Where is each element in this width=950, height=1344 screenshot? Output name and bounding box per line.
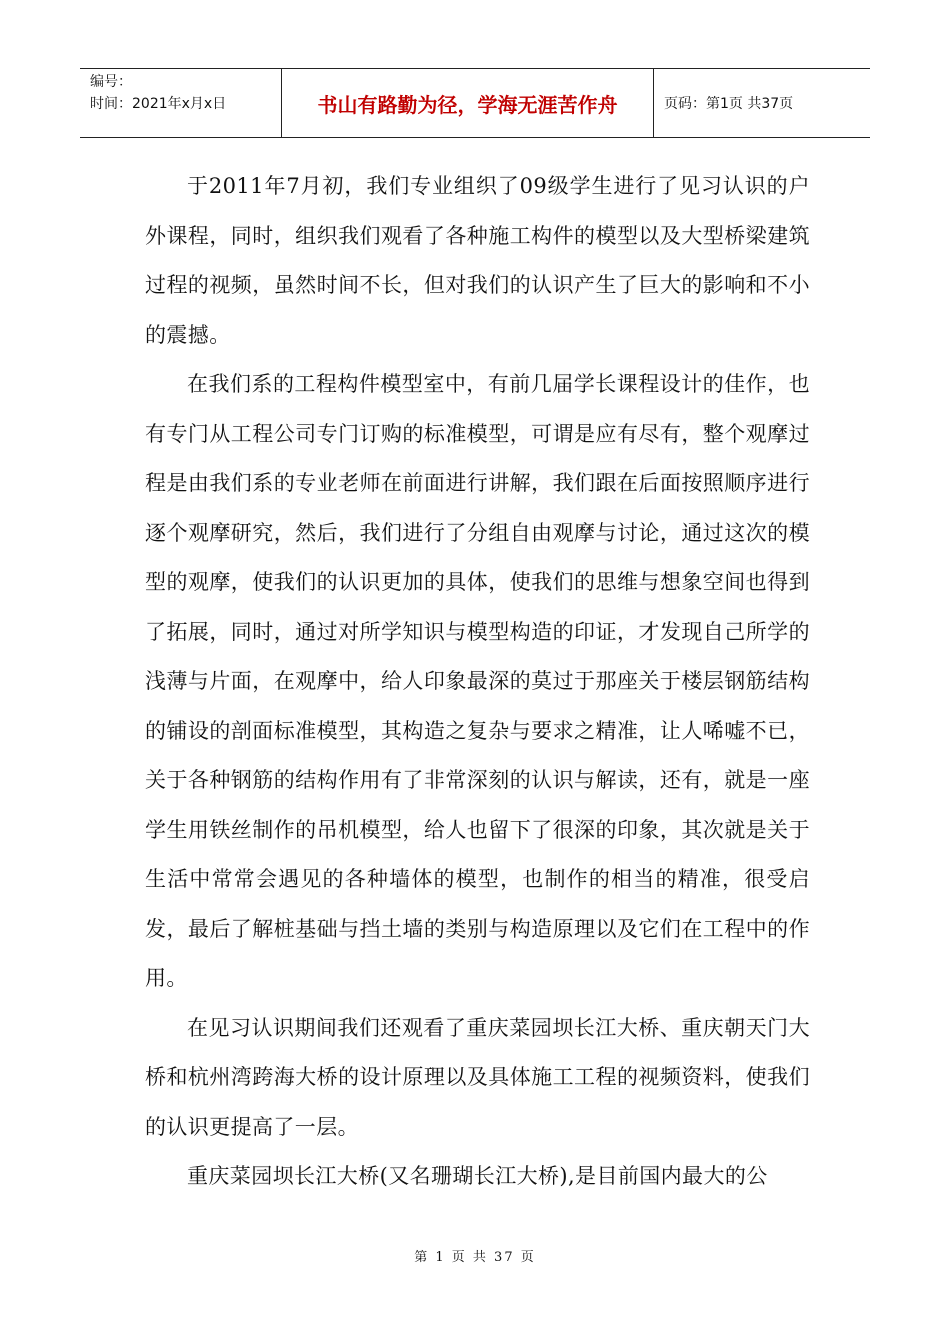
header-motto: 书山有路勤为径，学海无涯苦作舟: [282, 69, 654, 137]
header-meta: [80, 69, 282, 137]
paragraph: 在见习认识期间我们还观看了重庆菜园坝长江大桥、重庆朝天门大桥和杭州湾跨海大桥的设计原理以及具体施工工程的视频资料，使我们的认识更提高了一层。: [145, 1015, 810, 1139]
page-header: [80, 68, 870, 138]
paragraph: 重庆菜园坝长江大桥(又名珊瑚长江大桥),是目前国内最大的公: [187, 1164, 768, 1188]
paragraph: 于2011年7月初，我们专业组织了09级学生进行了见习认识的户外课程，同时，组织我们观看了各种施工构件的模型以及大型桥梁建筑过程的视频，虽然时间不长，但对我们的认识产生了巨大的影响和不小的震撼。: [145, 174, 810, 347]
time-label: 时间：2021年x月x日: [90, 96, 227, 112]
document-body: [145, 162, 810, 1202]
paragraph: 在我们系的工程构件模型室中，有前几届学长课程设计的佳作，也有专门从工程公司专门订购的标准模型，可谓是应有尽有，整个观摩过程是由我们系的专业老师在前面进行讲解，我们跟在后面按照顺序进行逐个观摩研究，然后，我们进行了分组自由观摩与讨论，通过这次的模型的观摩，使我们的认识更加的具体，使我们的思维与想象空间也得到了拓展，同时，通过对所学知识与模型构造的印证，才发现自己所学的浅薄与片面，在观摩中，给人印象最深的莫过于那座关于楼层钢筋结构的铺设的剖面标准模型，其构造之复杂与要求之精准，让人唏嘘不已，关于各种钢筋的结构作用有了非常深刻的认识与解读，还有，就是一座学生用铁丝制作的吊机模型，给人也留下了很深的印象，其次就是关于生活中常常会遇见的各种墙体的模型，也制作的相当的精准，很受启发，最后了解桩基础与挡土墙的类别与构造原理以及它们在工程中的作用。: [145, 372, 810, 990]
page-footer: 第 1 页 共 37 页: [414, 1250, 536, 1265]
header-page-info: 页码：第1页 共37页: [664, 96, 794, 112]
number-label: 编号：: [90, 74, 132, 90]
